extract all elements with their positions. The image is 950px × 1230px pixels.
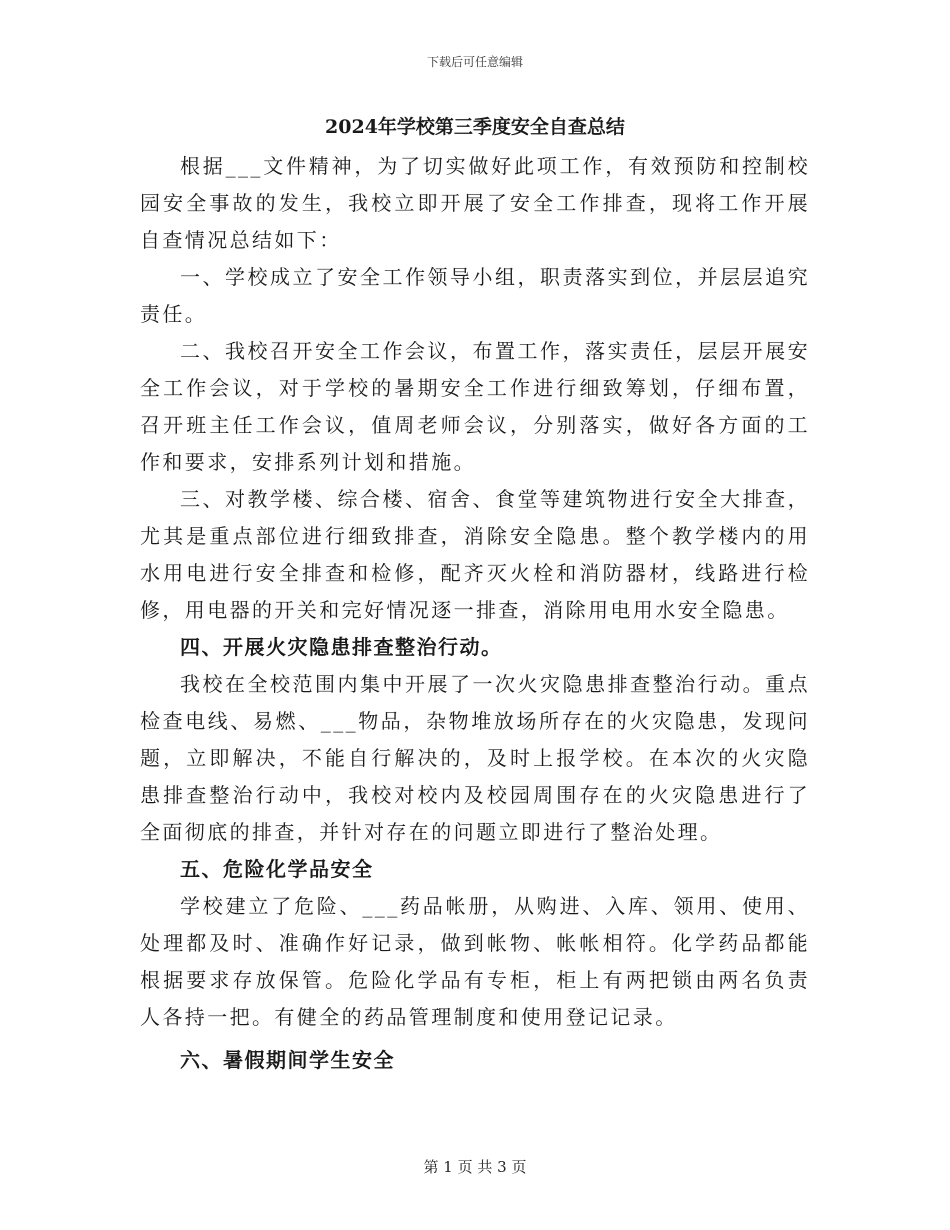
header-note: 下载后可任意编辑 (426, 55, 523, 69)
section-4-heading: 四、开展火灾隐患排查整治行动。 (180, 635, 503, 659)
item-2-paragraph: 二、我校召开安全工作会议，布置工作，落实责任，层层开展安全工作会议，对于学校的暑期安全工作进行细致筹划，仔细布置，召开班主任工作会议，值周老师会议，分别落实，做好各方面的工作和要求，安排系列计划和措施。 (140, 339, 810, 474)
page-footer: 第 1 页 共 3 页 (423, 1158, 527, 1176)
section-6-heading: 六、暑假期间学生安全 (180, 1048, 395, 1072)
document-title: 2024年学校第三季度安全自查总结 (325, 116, 625, 138)
intro-paragraph: 根据___文件精神，为了切实做好此项工作，有效预防和控制校园安全事故的发生，我校立即开展了安全工作排查，现将工作开展自查情况总结如下： (140, 154, 810, 252)
item-1-paragraph: 一、学校成立了安全工作领导小组，职责落实到位，并层层追究责任。 (140, 265, 810, 326)
section-4-body: 我校在全校范围内集中开展了一次火灾隐患排查整治行动。重点检查电线、易燃、___物品，杂物堆放场所存在的火灾隐患，发现问题，立即解决，不能自行解决的，及时上报学校。在本次的火灾隐患排查整治行动中，我校对校内及校园周围存在的火灾隐患进行了全面彻底的排查，并针对存在的问题立即进行了整治处理。 (140, 672, 810, 844)
item-3-paragraph: 三、对教学楼、综合楼、宿舍、食堂等建筑物进行安全大排查，尤其是重点部位进行细致排查，消除安全隐患。整个教学楼内的用水用电进行安全排查和检修，配齐灭火栓和消防器材，线路进行检修，用电器的开关和完好情况逐一排查，消除用电用水安全隐患。 (140, 487, 810, 622)
document-body (140, 112, 810, 1079)
section-5-body: 学校建立了危险、___药品帐册，从购进、入库、领用、使用、处理都及时、准确作好记录，做到帐物、帐帐相符。化学药品都能根据要求存放保管。危险化学品有专柜，柜上有两把锁由两名负责人各持一把。有健全的药品管理制度和使用登记记录。 (140, 894, 810, 1029)
section-5-heading: 五、危险化学品安全 (180, 857, 374, 881)
